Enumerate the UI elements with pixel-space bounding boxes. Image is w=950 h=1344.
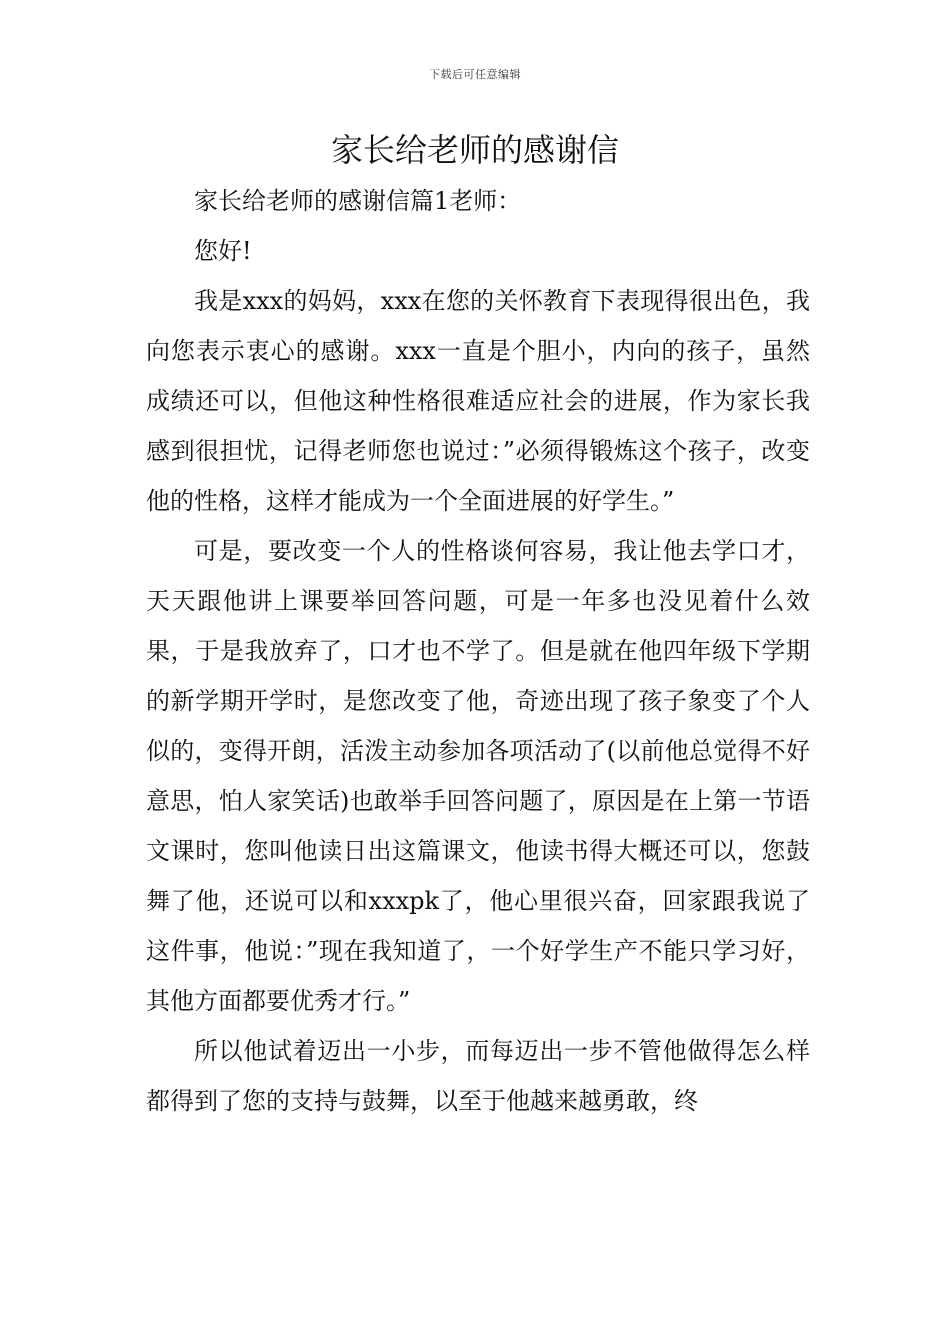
paragraph-salutation: 家长给老师的感谢信篇1老师： [194, 187, 522, 215]
document-title: 家长给老师的感谢信 [330, 131, 619, 169]
header-note: 下载后可任意编辑 [429, 68, 521, 81]
letter-body [146, 176, 810, 1126]
paragraph-2: 可是，要改变一个人的性格谈何容易，我让他去学口才，天天跟他讲上课要举回答问题，可是一年多也没见着什么效果，于是我放弃了，口才也不学了。但是就在他四年级下学期的新学期开学时，是您改变了他，奇迹出现了孩子象变了个人似的，变得开朗，活泼主动参加各项活动了(以前他总觉得不好意思，怕人家笑话)也敢举手回答问题了，原因是在上第一节语文课时，您叫他读日出这篇课文，他读书得大概还可以，您鼓舞了他，还说可以和xxxpk了，他心里很兴奋，回家跟我说了这件事，他说：”现在我知道了，一个好学生产不能只学习好，其他方面都要优秀才行。” [146, 537, 810, 1015]
paragraph-1: 我是xxx的妈妈，xxx在您的关怀教育下表现得很出色，我向您表示衷心的感谢。xxx一直是个胆小，内向的孩子，虽然成绩还可以，但他这种性格很难适应社会的进展，作为家长我感到很担忧，记得老师您也说过：”必须得锻炼这个孩子，改变他的性格，这样才能成为一个全面进展的好学生。” [146, 287, 810, 515]
paragraph-greeting: 您好! [194, 237, 252, 265]
paragraph-3: 所以他试着迈出一小步，而每迈出一步不管他做得怎么样都得到了您的支持与鼓舞，以至于他越来越勇敢，终 [146, 1037, 810, 1115]
